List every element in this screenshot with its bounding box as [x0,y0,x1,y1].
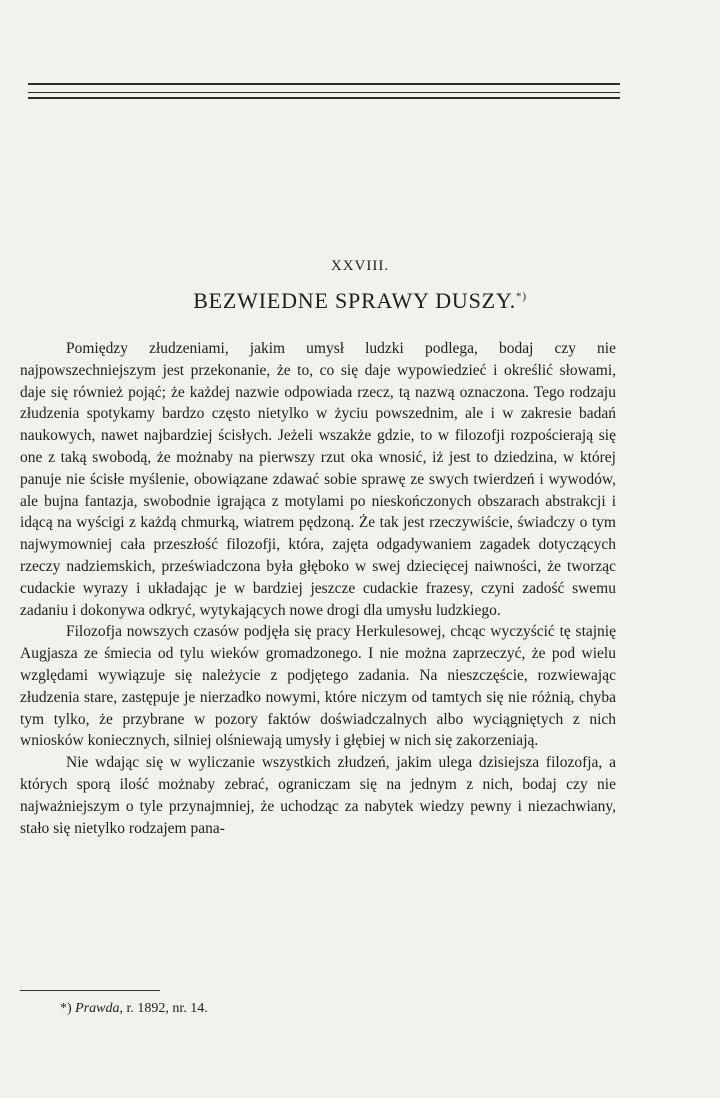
chapter-title-text: BEZWIEDNE SPRAWY DUSZY. [193,288,517,313]
footnote [60,1001,208,1017]
body-text [20,338,616,839]
footnote-source: Prawda [75,1001,120,1016]
top-rule-bottom [28,97,620,99]
paragraph: Nie wdając się w wyliczanie wszystkich złudzeń, jakim ulega dzisiejsza filozofja, a których sporą ilość możnaby zebrać, ograniczam się na jednym z nich, bodaj czy nie najważniejszym o tyle przynajmniej, że uchodząc za nabytek wiedzy pewny i niezachwiany, stało się nietylko rodzajem pana- [20,754,616,837]
top-rule-thin [28,92,620,93]
paragraph: Pomiędzy złudzeniami, jakim umysł ludzki podlega, bodaj czy nie najpowszechniejszym jest przekonanie, że to, co się daje wypowiedzieć i określić słowami, daje się również pojąć; że każdej nazwie odpowiada rzecz, tą nazwą oznaczona. Tego rodzaju złudzenia spotykamy bardzo często nietylko w życiu powszednim, ale i w zakresie badań naukowych, nawet najbardziej ścisłych. Jeżeli wszakże gdzie, to w filozofji rozpościerają się one z taką swobodą, że możnaby na pierwszy rzut oka wnosić, iż jest to dziedzina, w której panuje nie ścisłe myślenie, obowiązane zdawać sobie sprawę ze swych twierdzeń i wywodów, ale bujna fantazja, swobodnie igrająca z motylami po nieskończonych obszarach abstrakcji i idącą na wyścigi z każdą chmurką, wiatrem pędzoną. Że tak jest rzeczywiście, świadczy o tym najwymowniej cała przeszłość filozofji, która, zajęta odgadywaniem zagadek dotyczących rzeczy nadziemskich, przeświadczona była głęboko w swej dziecięcej naiwności, że tworząc cudackie wyrazy i układając je w bardziej jeszcze cudackie frazesy, czyni zadość swemu zadaniu i dokonywa odkryć, wytykających nowe drogi dla umysłu ludzkiego. [20,340,616,619]
chapter-number: XXVIII. [330,258,390,274]
paragraph: Filozofja nowszych czasów podjęła się pracy Herkulesowej, chcąc wyczyścić tę stajnię Augjasza ze śmiecia od tylu wieków gromadzonego. I nie można zaprzeczyć, że pod wielu względami wywiązuje się należycie z podjętego zadania. Na nieszczęście, rozwiewając złudzenia stare, zastępuje je nierzadko nowymi, które niczym od tamtych się nie różnią, chyba tym tylko, że przybrane w pozory faktów doświadczalnych albo wyciągniętych z nich wniosków koniecznych, silniej olśniewają umysły i głębiej w nich się zakorzeniają. [20,623,616,750]
footnote-rule [20,990,160,991]
footnote-details: , r. 1892, nr. 14. [119,1001,208,1016]
chapter-title [0,288,720,314]
footnote-reference: *) [516,290,527,303]
top-rule-thick [28,83,620,85]
footnote-mark: *) [60,1001,72,1016]
